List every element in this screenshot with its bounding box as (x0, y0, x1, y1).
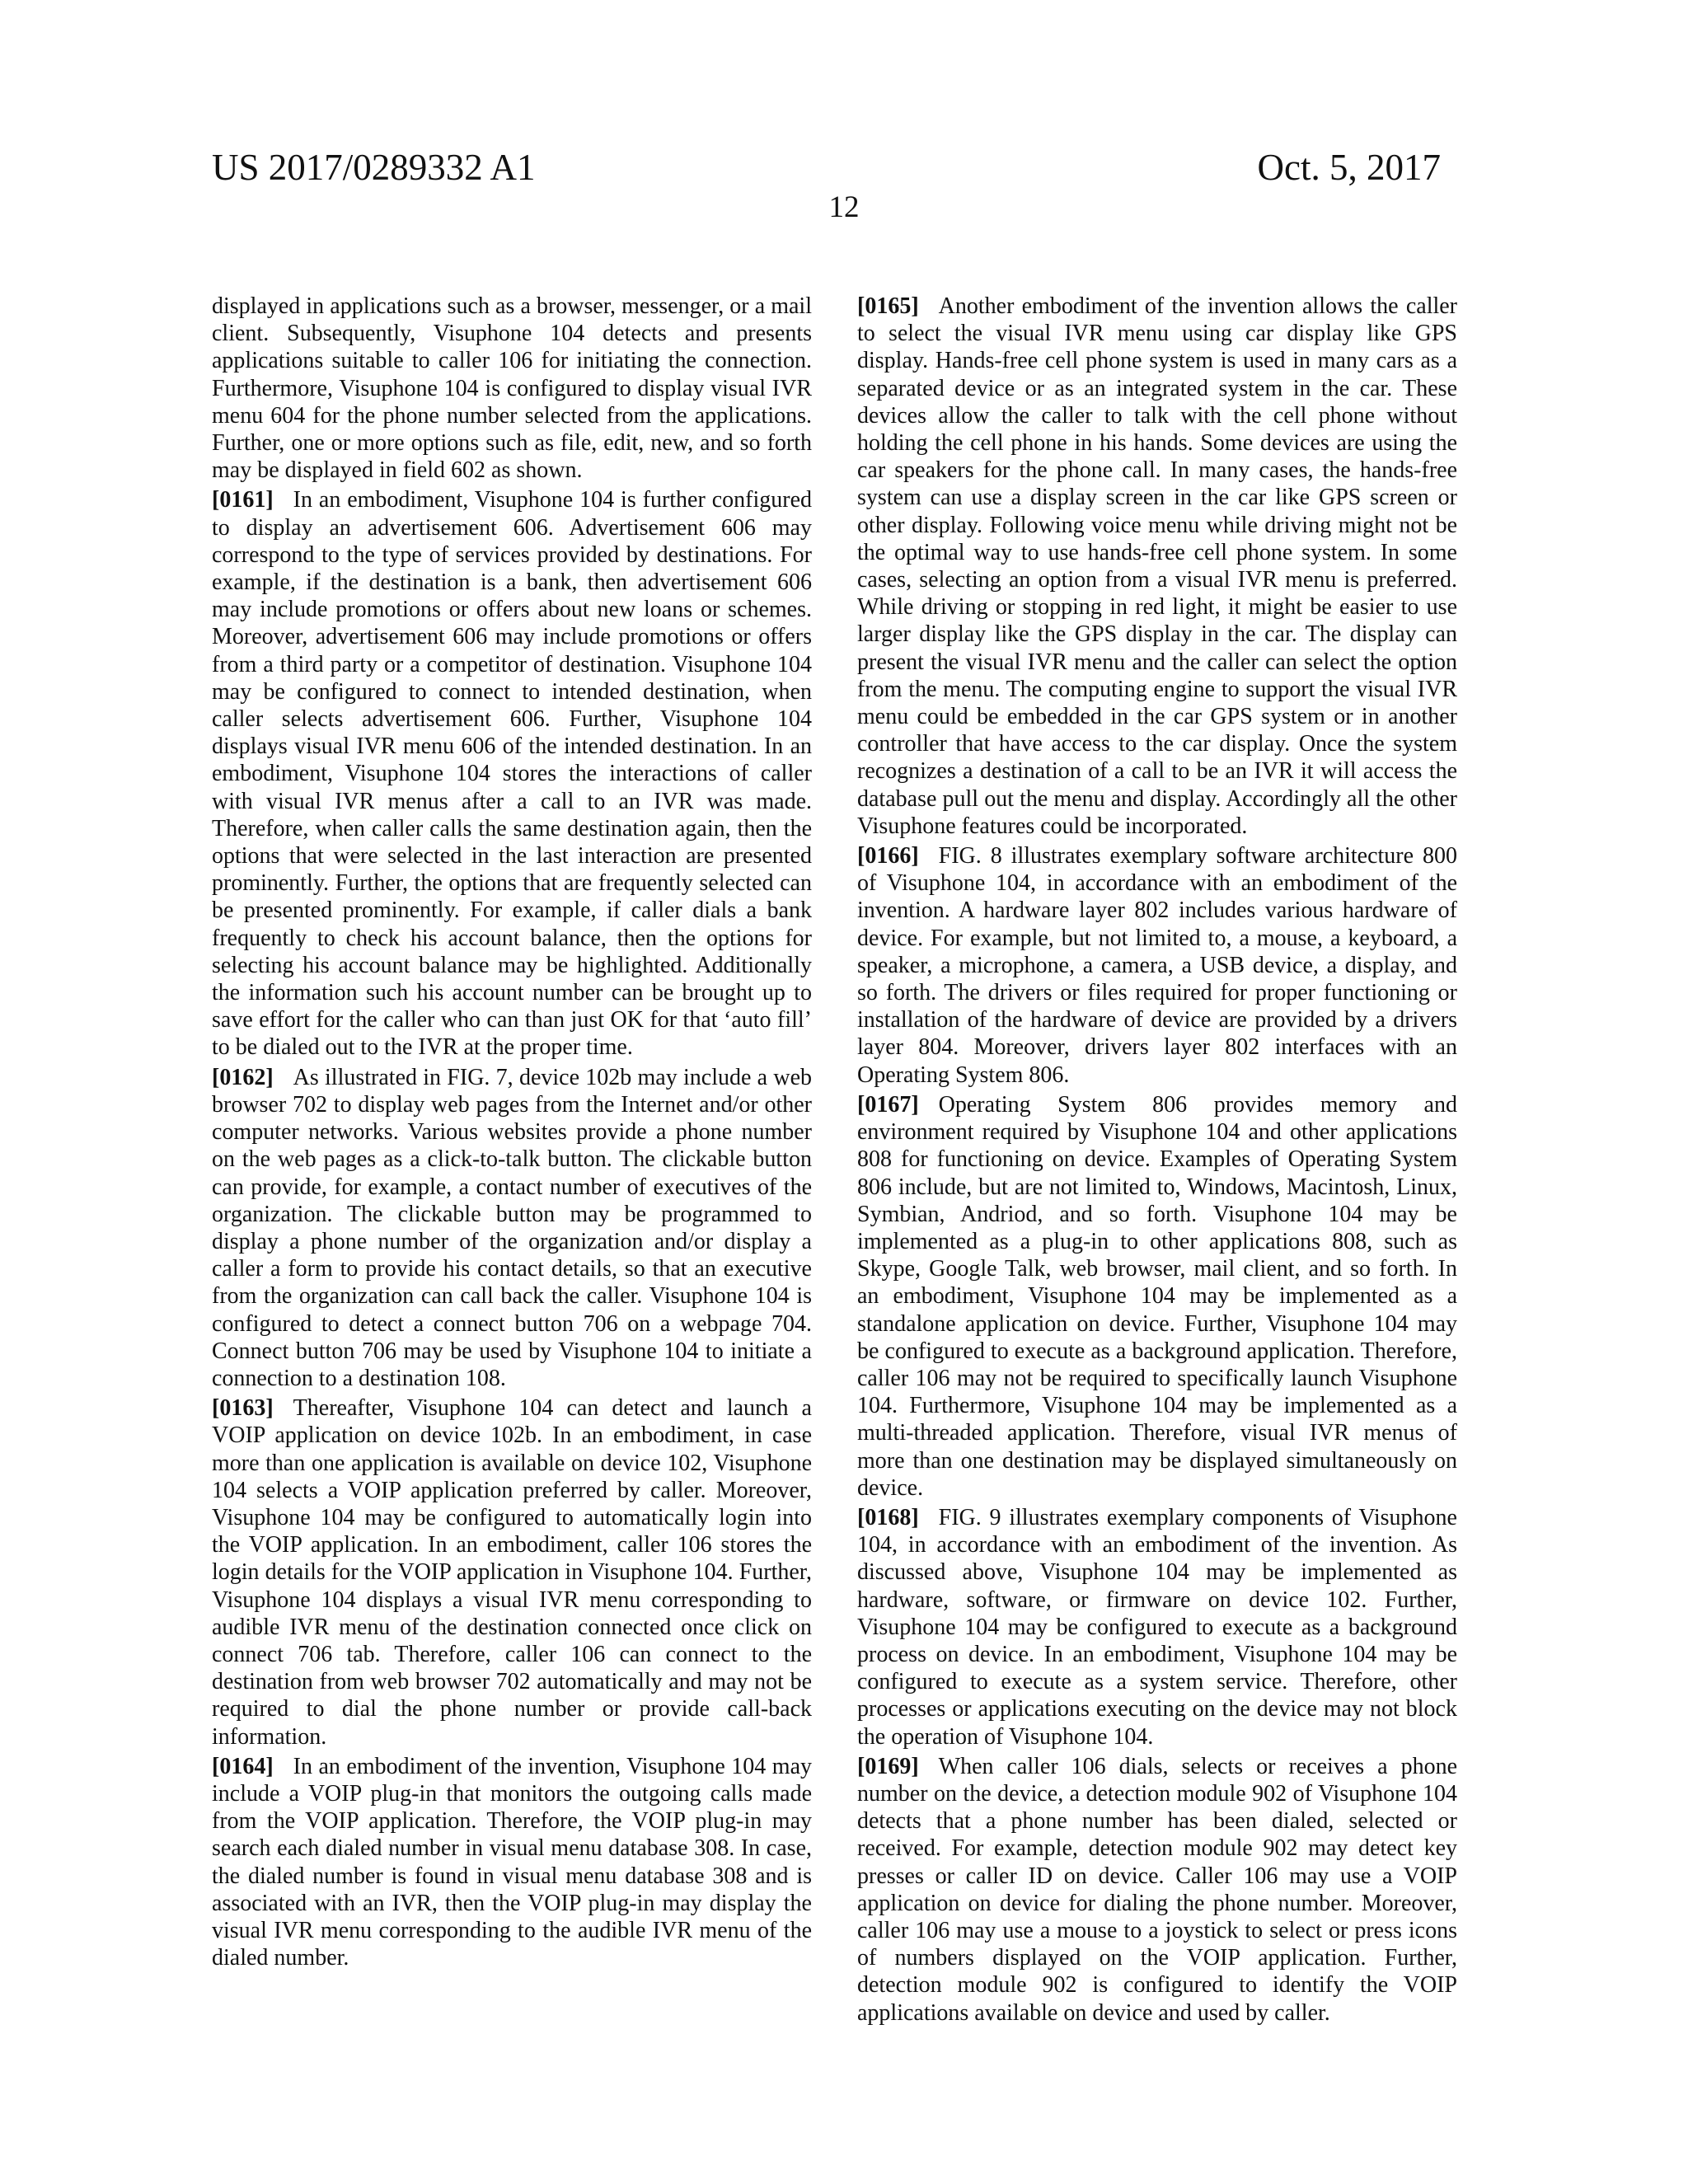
paragraph (857, 1091, 1457, 1502)
paragraph-text: When caller 106 dials, selects or receives a phone number on the device, a detection module 902 of Visuphone 104 detects that a phone number has been dialed, selected or received. For example, detection module 902 may detect key presses or caller ID on device. Caller 106 may use a VOIP application on device for dialing the phone number. Moreover, caller 106 may use a mouse to a joystick to select or press icons of numbers displayed on the VOIP application. Further, detection module 902 is configured to identify the VOIP applications available on device and used by caller. (857, 1753, 1457, 2026)
paragraph (857, 1504, 1457, 1750)
paragraph-text: In an embodiment, Visuphone 104 is further configured to display an advertisement 606. Advertisement 606 may correspond to the type of services provided by destinations. For example, if the destination is a bank, then advertisement 606 may include promotions or offers about new loans or schemes. Moreover, advertisement 606 may include promotions or offers from a third party or a competitor of destination. Visuphone 104 may be configured to connect to intended destination, when caller selects advertisement 606. Further, Visuphone 104 displays visual IVR menu 606 of the intended destination. In an embodiment, Visuphone 104 stores the interactions of caller with visual IVR menus after a call to an IVR was made. Therefore, when caller calls the same destination again, then the options that were selected in the last interaction are presented prominently. Further, the options that are frequently selected can be presented prominently. For example, if caller dials a bank frequently to check his account balance, then the options for selecting his account balance may be highlighted. Additionally the information such his account number can be brought up to save effort for the caller who can than just OK for that ‘auto fill’ to be dialed out to the IVR at the proper time. (212, 487, 812, 1061)
paragraph-text: Operating System 806 provides memory and environment required by Visuphone 104 and other applications 808 for functioning on device. Examples of Operating System 806 include, but are not limited to, Windows, Macintosh, Linux, Symbian, Andriod, and so forth. Visuphone 104 may be implemented as a plug-in to other applications 808, such as Skype, Google Talk, web browser, mail client, and so forth. In an embodiment, Visuphone 104 may be implemented as a standalone application on device. Further, Visuphone 104 may be configured to execute as a background application. Therefore, caller 106 may not be required to specifically launch Visuphone 104. Furthermore, Visuphone 104 may be implemented as a multi-threaded application. Therefore, visual IVR menus of more than one destination may be displayed simultaneously on device. (857, 1091, 1457, 1501)
paragraph-number: [0166] (857, 843, 919, 869)
paragraph-number: [0168] (857, 1504, 919, 1530)
paragraph-number: [0169] (857, 1753, 919, 1779)
paragraph-number: [0162] (212, 1064, 274, 1090)
paragraph (212, 486, 812, 1061)
paragraph-number: [0167] (857, 1091, 919, 1118)
paragraph (212, 1064, 812, 1392)
publication-date: Oct. 5, 2017 (1257, 147, 1441, 188)
right-column (857, 293, 1457, 2029)
paragraph (857, 1753, 1457, 2027)
paragraph-number: [0164] (212, 1753, 274, 1779)
paragraph-text: FIG. 8 illustrates exemplary software architecture 800 of Visuphone 104, in accordance with an embodiment of the invention. A hardware layer 802 includes various hardware of device. For example, but not limited to, a mouse, a keyboard, a speaker, a microphone, a camera, a USB device, a display, and so forth. The drivers or files required for proper functioning or installation of the hardware of device are provided by a drivers layer 804. Moreover, drivers layer 802 interfaces with an Operating System 806. (857, 843, 1457, 1088)
paragraph-text: As illustrated in FIG. 7, device 102b may include a web browser 702 to display web pages from the Internet and/or other computer networks. Various websites provide a phone number on the web pages as a click-to-talk button. The clickable button can provide, for example, a contact number of executives of the organization. The clickable button may be programmed to display a phone number of the organization and/or display a caller a form to provide his contact details, so that an executive from the organization can call back the caller. Visuphone 104 is configured to detect a connect button 706 on a webpage 704. Connect button 706 may be used by Visuphone 104 to initiate a connection to a destination 108. (212, 1064, 812, 1391)
paragraph-text: displayed in applications such as a browser, messenger, or a mail client. Subsequently, Visuphone 104 detects and presents applications suitable to caller 106 for initiating the connection. Furthermore, Visuphone 104 is configured to display visual IVR menu 604 for the phone number selected from the applications. Further, one or more options such as file, edit, new, and so forth may be displayed in field 602 as shown. (212, 293, 812, 484)
paragraph-text: FIG. 9 illustrates exemplary components of Visuphone 104, in accordance with an embodiment of the invention. As discussed above, Visuphone 104 may be implemented as hardware, software, or firmware on device 102. Further, Visuphone 104 may be configured to execute as a background process on device. In an embodiment, Visuphone 104 may be configured to execute as a system service. Therefore, other processes or applications executing on the device may not block the operation of Visuphone 104. (857, 1504, 1457, 1750)
paragraph-text: Thereafter, Visuphone 104 can detect and launch a VOIP application on device 102b. In an embodiment, in case more than one application is available on device 102, Visuphone 104 selects a VOIP application preferred by caller. Moreover, Visuphone 104 may be configured to automatically login into the VOIP application. In an embodiment, caller 106 stores the login details for the VOIP application in Visuphone 104. Further, Visuphone 104 displays a visual IVR menu corresponding to audible IVR menu of the destination connected once click on connect 706 tab. Therefore, caller 106 can connect to the destination from web browser 702 automatically and may not be required to dial the phone number or provide call-back information. (212, 1395, 812, 1750)
page-number: 12 (828, 190, 860, 224)
paragraph (857, 293, 1457, 840)
paragraph-number: [0165] (857, 293, 919, 319)
paragraph-number: [0161] (212, 487, 274, 513)
paragraph (212, 1394, 812, 1750)
paragraph (212, 293, 812, 484)
paragraph-text: Another embodiment of the invention allows the caller to select the visual IVR menu using car display like GPS display. Hands-free cell phone system is used in many cars as a separated device or as an integrated system in the car. These devices allow the caller to talk with the cell phone without holding the cell phone in his hands. Some devices are using the car speakers for the phone call. In many cases, the hands-free system can use a display screen in the car like GPS screen or other display. Following voice menu while driving might not be the optimal way to use hands-free cell phone system. In some cases, selecting an option from a visual IVR menu is preferred. While driving or stopping in red light, it might be easier to use larger display like the GPS display in the car. The display can present the visual IVR menu and the caller can select the option from the menu. The computing engine to support the visual IVR menu could be embedded in the car GPS system or in another controller that have access to the car display. Once the system recognizes a destination of a call to be an IVR it will access the database pull out the menu and display. Accordingly all the other Visuphone features could be incorporated. (857, 293, 1457, 839)
paragraph (212, 1753, 812, 1972)
paragraph (857, 842, 1457, 1089)
publication-number: US 2017/0289332 A1 (212, 147, 536, 188)
paragraph-text: In an embodiment of the invention, Visuphone 104 may include a VOIP plug-in that monitors the outgoing calls made from the VOIP application. Therefore, the VOIP plug-in may search each dialed number in visual menu database 308. In case, the dialed number is found in visual menu database 308 and is associated with an IVR, then the VOIP plug-in may display the visual IVR menu corresponding to the audible IVR menu of the dialed number. (212, 1753, 812, 1971)
left-column (212, 293, 812, 1974)
paragraph-number: [0163] (212, 1395, 274, 1422)
